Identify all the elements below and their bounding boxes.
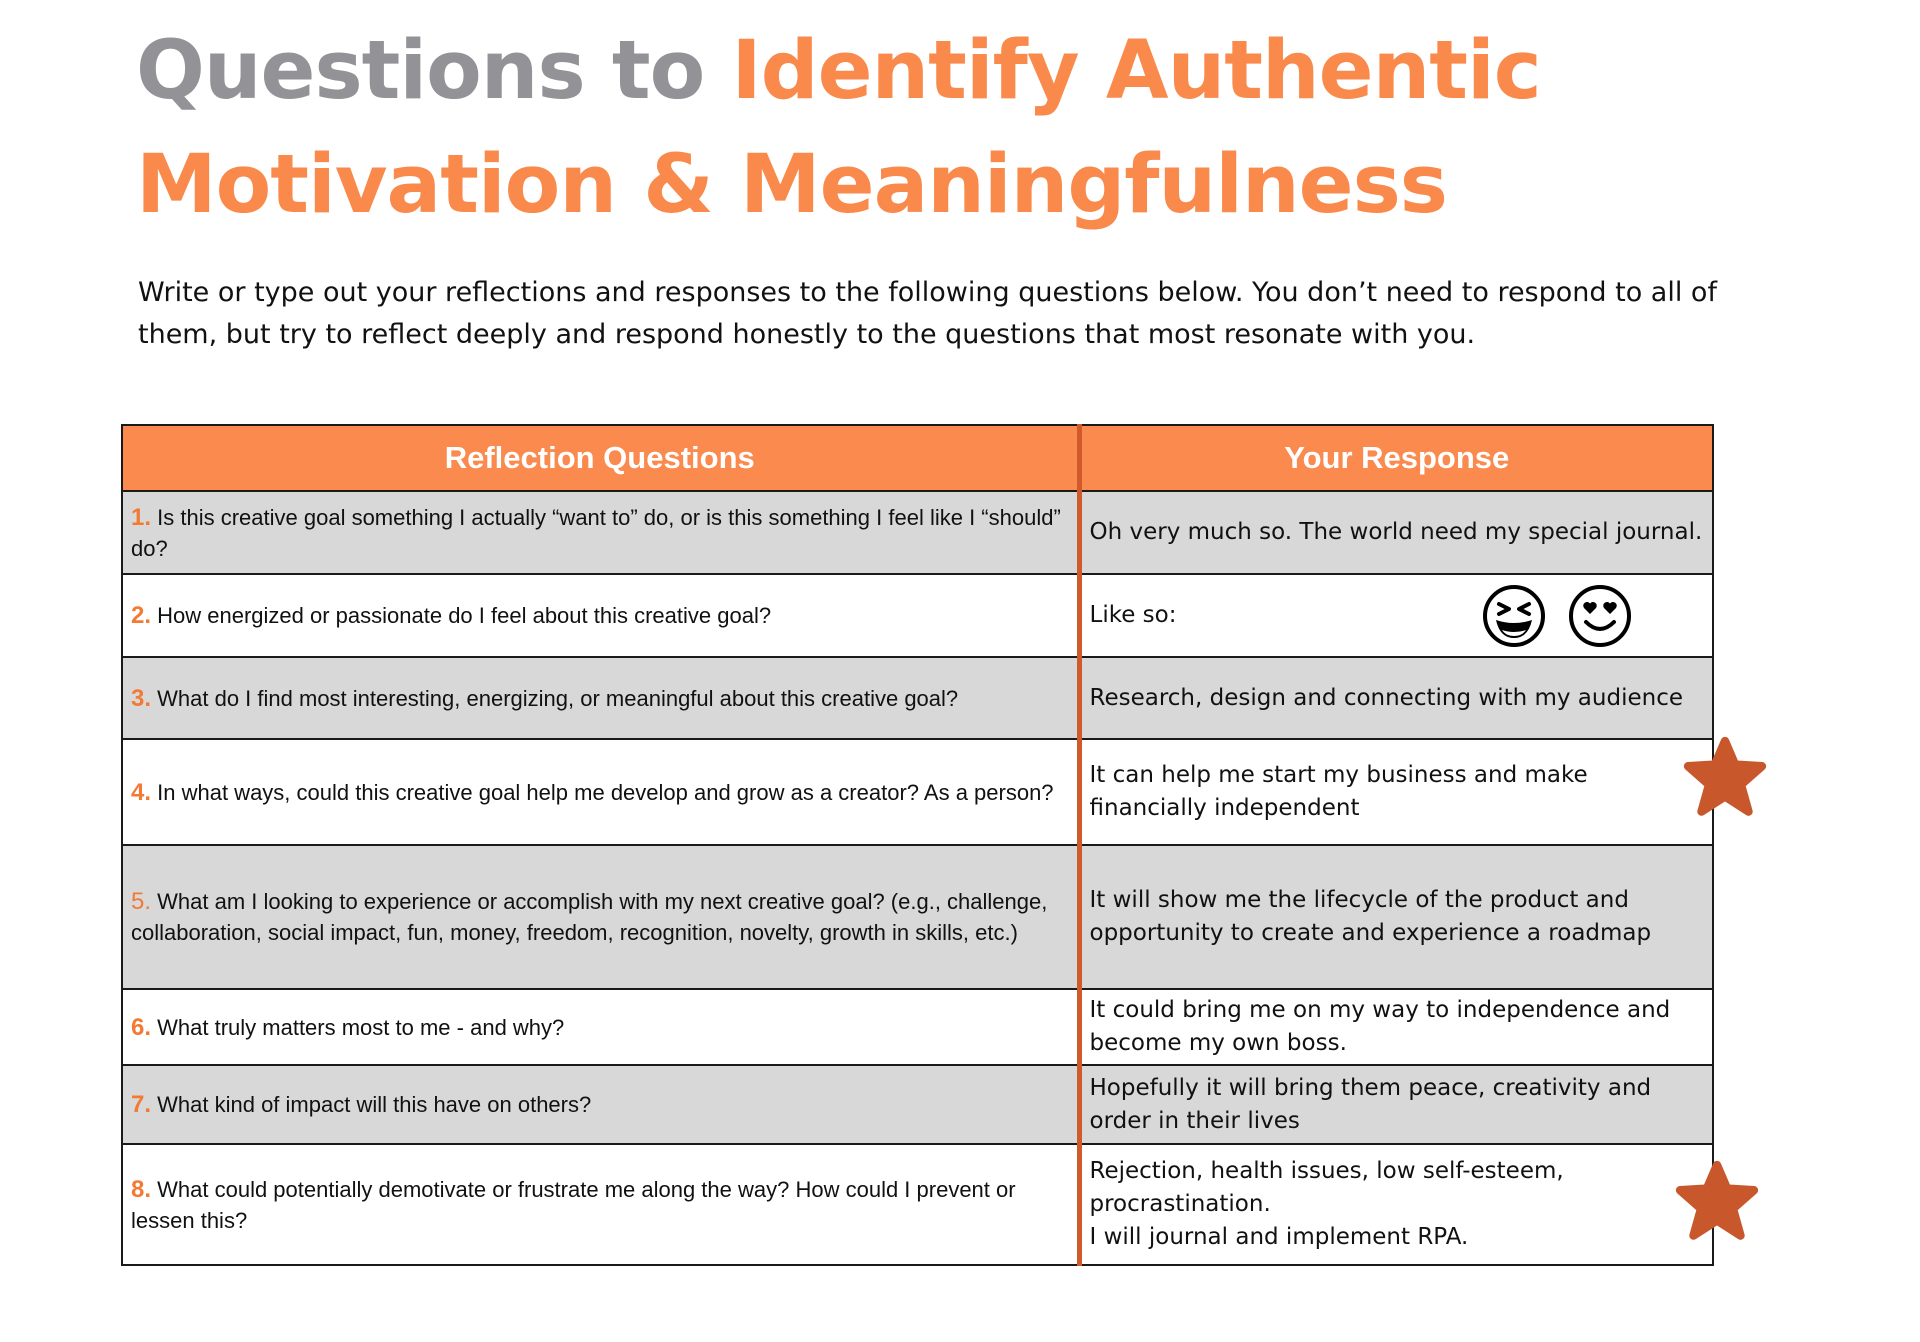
heart-eyes-face-icon — [1568, 584, 1632, 648]
question-text: What do I find most interesting, energizing, or meaningful about this creative goal? — [157, 685, 959, 711]
response-text: It could bring me on my way to independence and become my own boss. — [1089, 997, 1671, 1056]
table-row — [122, 845, 1713, 989]
response-cell[interactable] — [1079, 657, 1713, 739]
question-number: 4. — [131, 778, 152, 806]
reflection-table — [121, 424, 1714, 1266]
response-cell[interactable] — [1079, 1065, 1713, 1144]
question-text: What am I looking to experience or accomplish with my next creative goal? (e.g., challenge, collaboration, social impact, fun, money, freedom, recognition, novelty, growth in skills, etc.) — [131, 889, 1048, 945]
table-row — [122, 1065, 1713, 1144]
laughing-face-icon — [1482, 584, 1546, 648]
response-text: It will show me the lifecycle of the product and opportunity to create and experience a roadmap — [1089, 887, 1652, 946]
response-text: Research, design and connecting with my audience — [1089, 684, 1683, 711]
table-row — [122, 739, 1713, 845]
star-sticker-icon — [1674, 1160, 1760, 1244]
emoji-group — [1482, 584, 1632, 648]
response-text: Hopefully it will bring them peace, creativity and order in their lives — [1089, 1074, 1652, 1134]
star-sticker-icon — [1682, 736, 1768, 820]
question-cell — [122, 491, 1079, 574]
question-text: What truly matters most to me - and why? — [157, 1014, 565, 1040]
response-cell[interactable] — [1079, 739, 1713, 845]
question-number: 8. — [131, 1175, 152, 1203]
header-your-response: Your Response — [1079, 425, 1713, 491]
question-cell — [122, 574, 1079, 657]
title-part-3: Motivation & Meaningfulness — [136, 138, 1448, 232]
table-row — [122, 491, 1713, 574]
response-text: Like so: — [1089, 602, 1177, 628]
question-cell — [122, 1065, 1079, 1144]
question-cell — [122, 657, 1079, 739]
question-text: What kind of impact will this have on others? — [157, 1092, 592, 1117]
response-cell[interactable] — [1079, 845, 1713, 989]
question-cell — [122, 845, 1079, 989]
response-cell[interactable] — [1079, 491, 1713, 574]
page-title — [136, 14, 1696, 242]
response-line: I will journal and implement RPA. — [1089, 1224, 1469, 1250]
title-part-2: Identify Authentic — [731, 24, 1541, 118]
response-text: Oh very much so. The world need my special journal. — [1089, 519, 1703, 545]
question-cell — [122, 739, 1079, 845]
question-cell — [122, 989, 1079, 1065]
question-number: 3. — [131, 684, 152, 712]
question-text: In what ways, could this creative goal help me develop and grow as a creator? As a person? — [157, 779, 1054, 805]
response-cell[interactable] — [1079, 1144, 1713, 1265]
table-row — [122, 1144, 1713, 1265]
table-header-row — [122, 425, 1713, 491]
question-text: How energized or passionate do I feel about this creative goal? — [157, 603, 772, 628]
question-text: Is this creative goal something I actually “want to” do, or is this something I feel like I “should” do? — [131, 504, 1061, 561]
response-line: Rejection, health issues, low self-esteem, procrastination. — [1089, 1158, 1564, 1217]
question-number: 2. — [131, 602, 152, 629]
question-text: What could potentially demotivate or frustrate me along the way? How could I prevent or lessen this? — [131, 1176, 1016, 1233]
response-text: It can help me start my business and make financially independent — [1089, 762, 1588, 821]
intro-text: Write or type out your reflections and responses to the following questions below. You don’t need to respond to all of them, but try to reflect deeply and respond honestly to the questions that most resonate with you. — [138, 277, 1717, 350]
table-row — [122, 574, 1713, 657]
response-cell[interactable] — [1079, 574, 1713, 657]
question-number: 7. — [131, 1091, 152, 1118]
table-row — [122, 657, 1713, 739]
header-reflection-questions: Reflection Questions — [122, 425, 1079, 491]
question-number: 6. — [131, 1013, 152, 1041]
question-cell — [122, 1144, 1079, 1265]
question-number: 1. — [131, 503, 152, 531]
response-cell[interactable] — [1079, 989, 1713, 1065]
table-row — [122, 989, 1713, 1065]
question-number: 5. — [131, 888, 152, 915]
title-part-1: Questions to — [136, 24, 732, 118]
